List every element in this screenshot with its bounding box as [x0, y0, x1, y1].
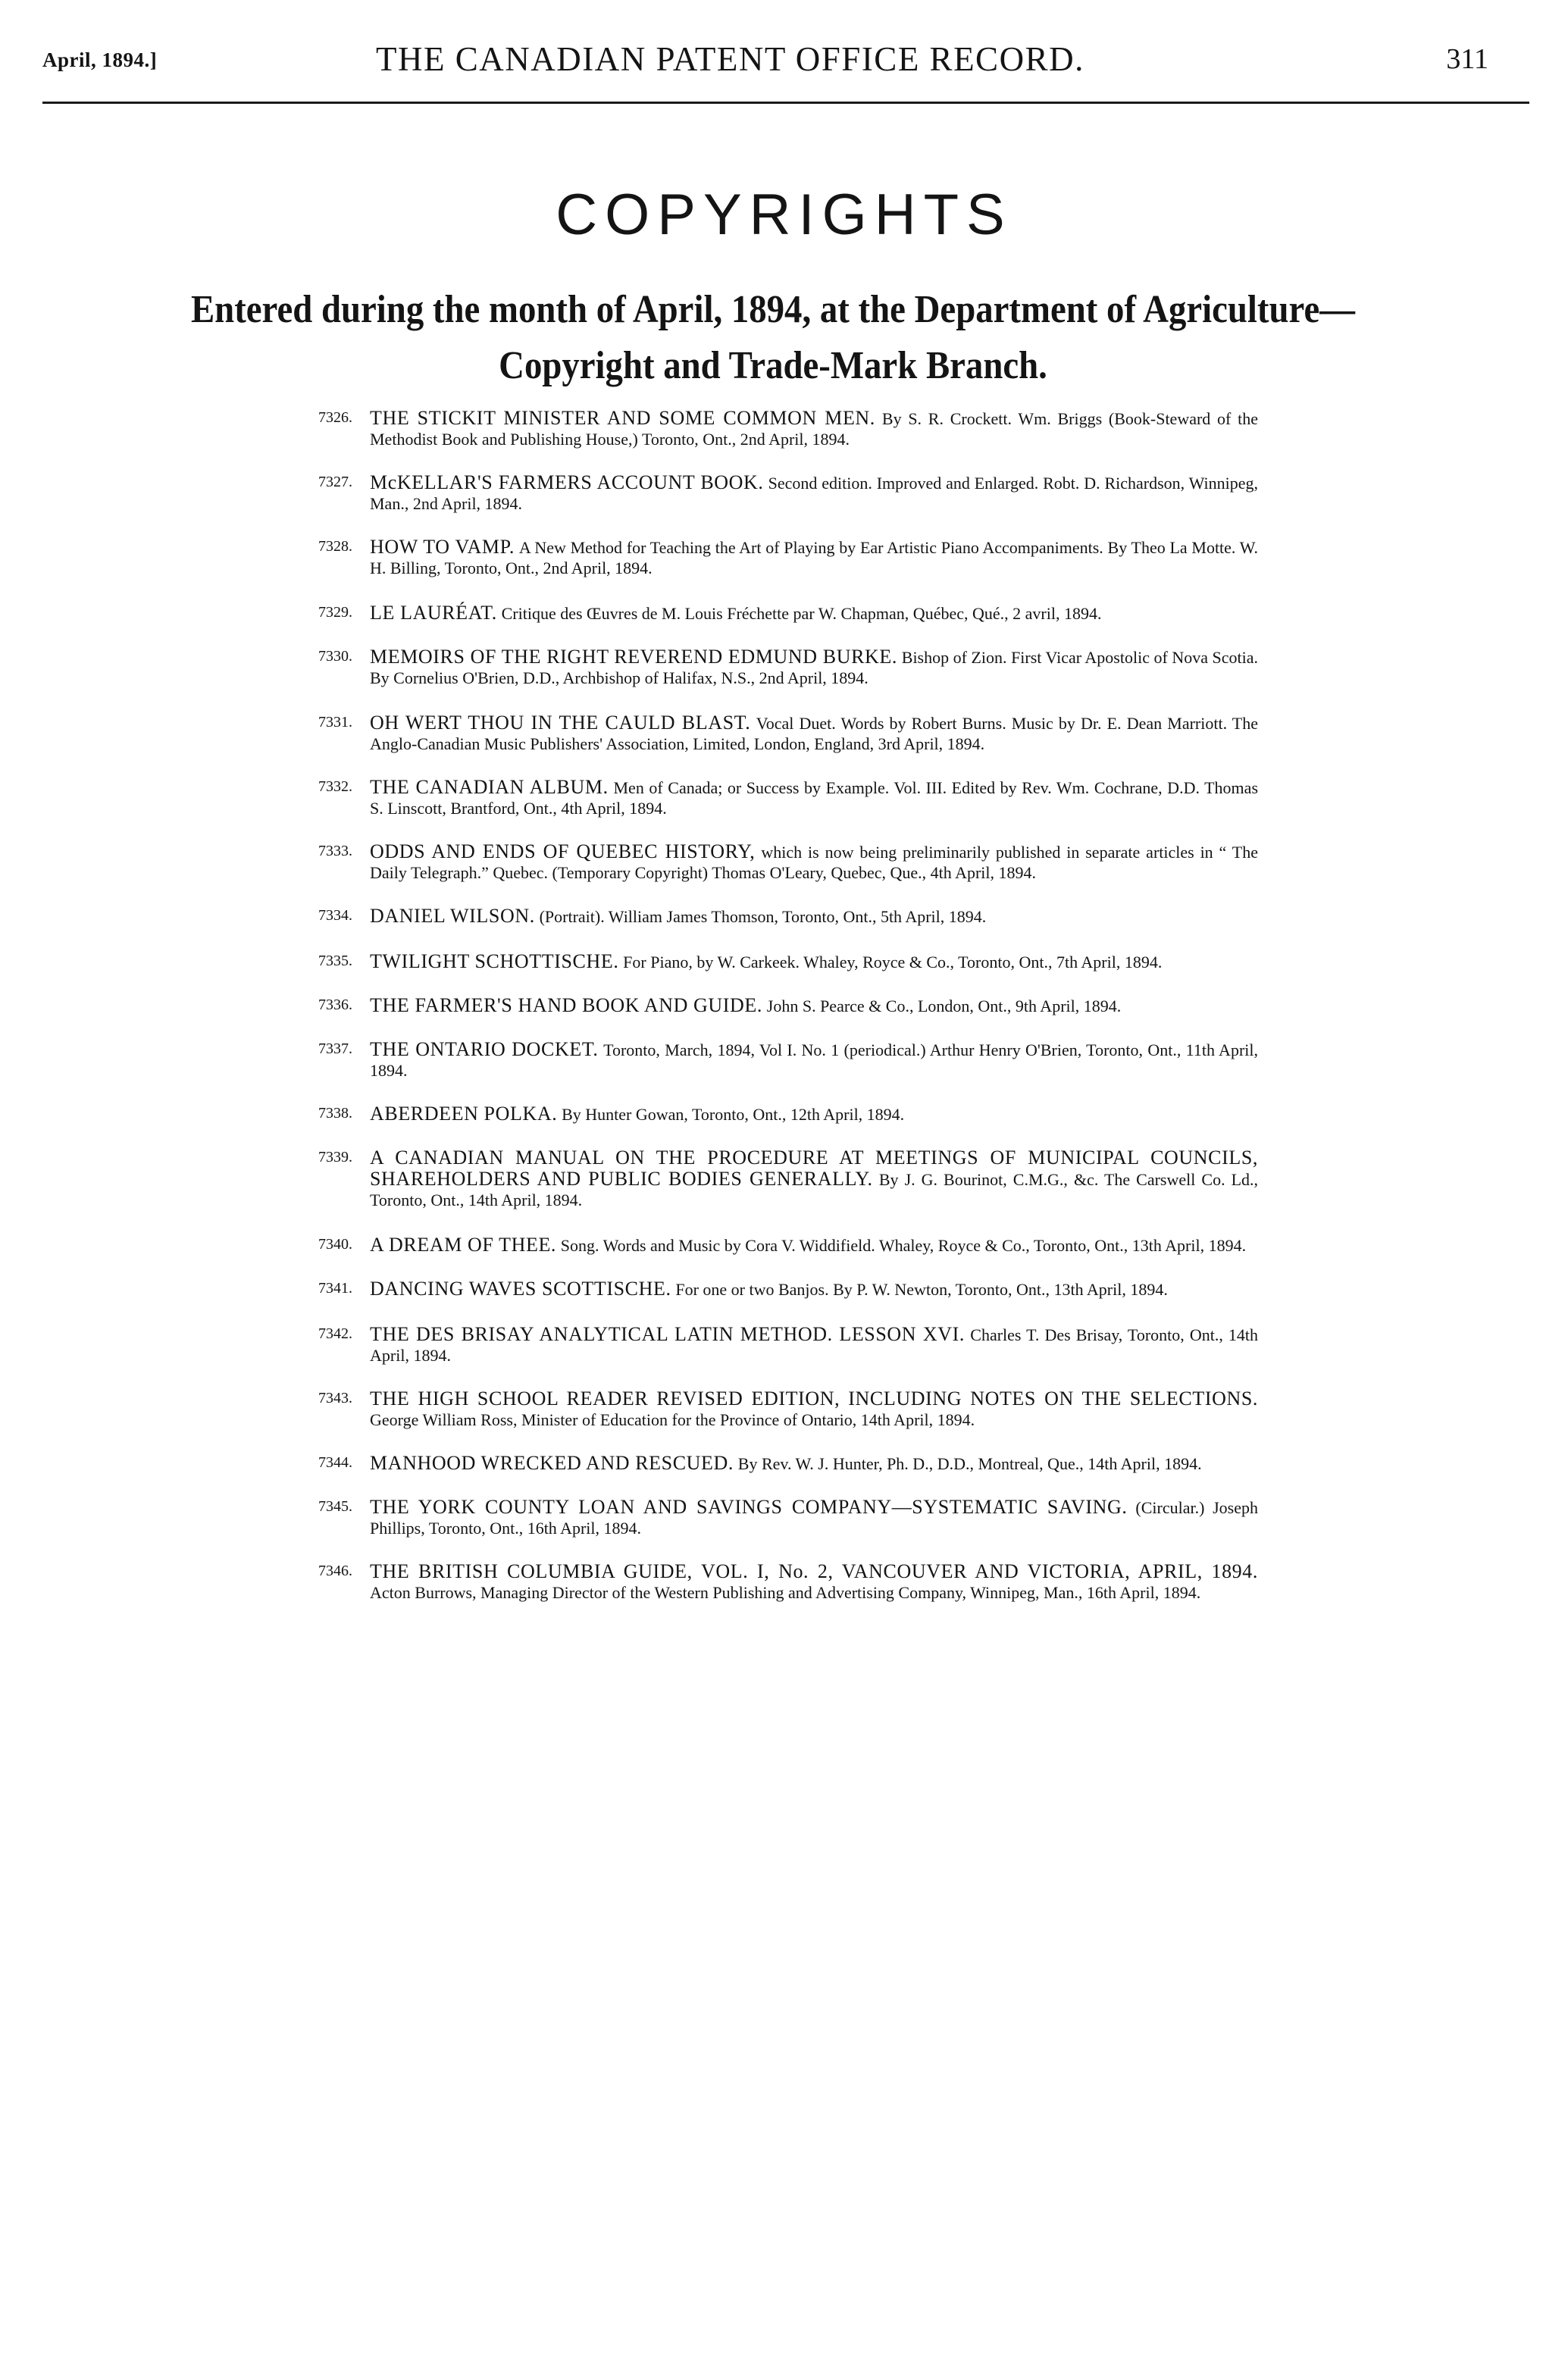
copyright-entry	[318, 1234, 1258, 1256]
page-number: 311	[1446, 43, 1488, 75]
entry-number: 7346.	[318, 1563, 352, 1579]
entry-number: 7326.	[318, 409, 352, 426]
entry-title: MEMOIRS OF THE RIGHT REVEREND EDMUND BURKE.	[370, 646, 897, 668]
copyright-entry	[318, 1324, 1258, 1366]
copyright-entry	[318, 472, 1258, 514]
entry-number: 7337.	[318, 1040, 352, 1057]
entry-title: THE BRITISH COLUMBIA GUIDE, VOL. I, No. 2, VANCOUVER AND VICTORIA, APRIL, 1894.	[370, 1560, 1258, 1582]
entry-detail: Critique des Œuvres de M. Louis Fréchette par W. Chapman, Québec, Qué., 2 avril, 1894.	[501, 604, 1102, 623]
copyright-entry	[318, 537, 1258, 578]
entry-title: LE LAURÉAT.	[370, 602, 497, 624]
entry-title: DANCING WAVES SCOTTISCHE.	[370, 1278, 671, 1300]
entry-title: THE ONTARIO DOCKET.	[370, 1038, 599, 1060]
entry-number: 7343.	[318, 1390, 352, 1406]
copyright-entry	[318, 1278, 1258, 1300]
entry-number: 7345.	[318, 1498, 352, 1515]
entry-number: 7329.	[318, 604, 352, 621]
entry-title: McKELLAR'S FARMERS ACCOUNT BOOK.	[370, 471, 764, 493]
entry-detail: (Portrait). William James Thomson, Toronto, Ont., 5th April, 1894.	[539, 907, 987, 926]
entry-number: 7331.	[318, 714, 352, 731]
entry-title: A DREAM OF THEE.	[370, 1234, 557, 1256]
entry-number: 7333.	[318, 843, 352, 859]
copyright-entry	[318, 777, 1258, 818]
entry-title: OH WERT THOU IN THE CAULD BLAST.	[370, 712, 751, 734]
header-rule	[42, 102, 1529, 104]
entry-number: 7342.	[318, 1325, 352, 1342]
entry-title: ABERDEEN POLKA.	[370, 1103, 558, 1125]
entry-number: 7334.	[318, 907, 352, 924]
entry-detail: Toronto, March, 1894, Vol I. No. 1 (periodical.) Arthur Henry O'Brien, Toronto, Ont., 11th April, 1894.	[370, 1040, 1259, 1080]
copyright-entry	[318, 646, 1258, 688]
entry-detail: Acton Burrows, Managing Director of the Western Publishing and Advertising Company, Winnipeg, Man., 16th April, 1894.	[370, 1583, 1201, 1602]
copyright-entry	[318, 1453, 1258, 1474]
entry-number: 7332.	[318, 778, 352, 795]
entry-number: 7330.	[318, 648, 352, 665]
entry-title: THE DES BRISAY ANALYTICAL LATIN METHOD. LESSON XVI.	[370, 1323, 965, 1345]
copyright-entry	[318, 841, 1258, 883]
subtitle-line: Copyright and Trade-Mark Branch.	[499, 344, 1047, 387]
entry-detail: which is now being preliminarily published in separate articles in “ The Daily Telegraph.” Quebec. (Temporary Copyright) Thomas O'Leary, Quebec, Que., 4th April, 1894.	[370, 843, 1258, 882]
running-head	[42, 39, 1528, 85]
entry-number: 7339.	[318, 1149, 352, 1165]
entry-detail: Second edition. Improved and Enlarged. Robt. D. Richardson, Winnipeg, Man., 2nd April, 1894.	[370, 474, 1259, 513]
section-title: COPYRIGHTS	[556, 183, 1012, 247]
copyright-entry	[318, 602, 1258, 624]
entry-detail: For one or two Banjos. By P. W. Newton, Toronto, Ont., 13th April, 1894.	[675, 1280, 1168, 1299]
entry-number: 7336.	[318, 997, 352, 1013]
journal-title: THE CANADIAN PATENT OFFICE RECORD.	[376, 40, 1084, 78]
entry-title: ODDS AND ENDS OF QUEBEC HISTORY,	[370, 840, 756, 862]
entry-detail: Charles T. Des Brisay, Toronto, Ont., 14th April, 1894.	[370, 1325, 1259, 1365]
entry-detail: Vocal Duet. Words by Robert Burns. Music by Dr. E. Dean Marriott. The Anglo-Canadian Music Publishers' Association, Limited, London, England, 3rd April, 1894.	[370, 714, 1259, 753]
copyright-entry	[318, 1497, 1258, 1538]
entry-detail: For Piano, by W. Carkeek. Whaley, Royce & Co., Toronto, Ont., 7th April, 1894.	[623, 953, 1163, 971]
entry-detail: By Rev. W. J. Hunter, Ph. D., D.D., Montreal, Que., 14th April, 1894.	[737, 1454, 1202, 1473]
copyright-entry	[318, 1103, 1258, 1125]
copyright-entry	[318, 1388, 1258, 1430]
section-subtitle	[173, 282, 1373, 394]
entry-title: THE CANADIAN ALBUM.	[370, 776, 609, 798]
entry-detail: (Circular.) Joseph Phillips, Toronto, Ont., 16th April, 1894.	[370, 1498, 1258, 1538]
entry-detail: Bishop of Zion. First Vicar Apostolic of Nova Scotia. By Cornelius O'Brien, D.D., Archbishop of Halifax, N.S., 2nd April, 1894.	[370, 648, 1259, 687]
copyright-entry	[318, 712, 1258, 754]
subtitle-line: Entered during the month of April, 1894, at the Department of Agriculture—	[190, 288, 1356, 331]
copyright-entries-list	[318, 408, 1258, 1603]
copyright-entry	[318, 1039, 1258, 1081]
entry-title: THE YORK COUNTY LOAN AND SAVINGS COMPANY—SYSTEMATIC SAVING.	[370, 1496, 1128, 1518]
entry-detail: By Hunter Gowan, Toronto, Ont., 12th April, 1894.	[562, 1105, 905, 1124]
entry-title: HOW TO VAMP.	[370, 536, 515, 558]
entry-detail: By J. G. Bourinot, C.M.G., &c. The Carswell Co. Ld., Toronto, Ont., 14th April, 1894.	[370, 1170, 1259, 1209]
copyright-entry	[318, 408, 1258, 449]
entry-title: A CANADIAN MANUAL ON THE PROCEDURE AT MEETINGS OF MUNICIPAL COUNCILS, SHAREHOLDERS AND PUBLIC BODIES GENERALLY.	[370, 1147, 1258, 1190]
issue-date: April, 1894.]	[42, 48, 158, 71]
entry-title: DANIEL WILSON.	[370, 905, 535, 927]
entry-number: 7328.	[318, 538, 352, 555]
entry-number: 7344.	[318, 1454, 352, 1471]
entry-number: 7340.	[318, 1236, 352, 1253]
entry-number: 7327.	[318, 474, 352, 490]
entry-detail: Men of Canada; or Success by Example. Vol. III. Edited by Rev. Wm. Cochrane, D.D. Thomas S. Linscott, Brantford, Ont., 4th April, 1894.	[370, 778, 1258, 818]
entry-title: MANHOOD WRECKED AND RESCUED.	[370, 1452, 734, 1474]
entry-title: THE FARMER'S HAND BOOK AND GUIDE.	[370, 994, 763, 1016]
entry-number: 7338.	[318, 1105, 352, 1122]
copyright-entry	[318, 1561, 1258, 1603]
entry-title: THE STICKIT MINISTER AND SOME COMMON MEN.	[370, 407, 875, 429]
entry-title: THE HIGH SCHOOL READER REVISED EDITION, INCLUDING NOTES ON THE SELECTIONS.	[370, 1388, 1258, 1410]
entry-detail: By S. R. Crockett. Wm. Briggs (Book-Steward of the Methodist Book and Publishing House,) Toronto, Ont., 2nd April, 1894.	[370, 409, 1258, 449]
copyright-entry	[318, 995, 1258, 1016]
entry-detail: John S. Pearce & Co., London, Ont., 9th April, 1894.	[766, 997, 1122, 1015]
entry-detail: George William Ross, Minister of Education for the Province of Ontario, 14th April, 1894.	[370, 1410, 975, 1429]
entry-title: TWILIGHT SCHOTTISCHE.	[370, 950, 619, 972]
copyright-entry	[318, 906, 1258, 927]
entry-number: 7341.	[318, 1280, 352, 1297]
entry-detail: A New Method for Teaching the Art of Playing by Ear Artistic Piano Accompaniments. By Theo La Motte. W. H. Billing, Toronto, Ont., 2nd April, 1894.	[370, 538, 1259, 577]
entry-detail: Song. Words and Music by Cora V. Widdifield. Whaley, Royce & Co., Toronto, Ont., 13th April, 1894.	[560, 1236, 1247, 1255]
copyright-entry	[318, 951, 1258, 972]
entry-number: 7335.	[318, 953, 352, 969]
copyright-entry	[318, 1147, 1258, 1210]
